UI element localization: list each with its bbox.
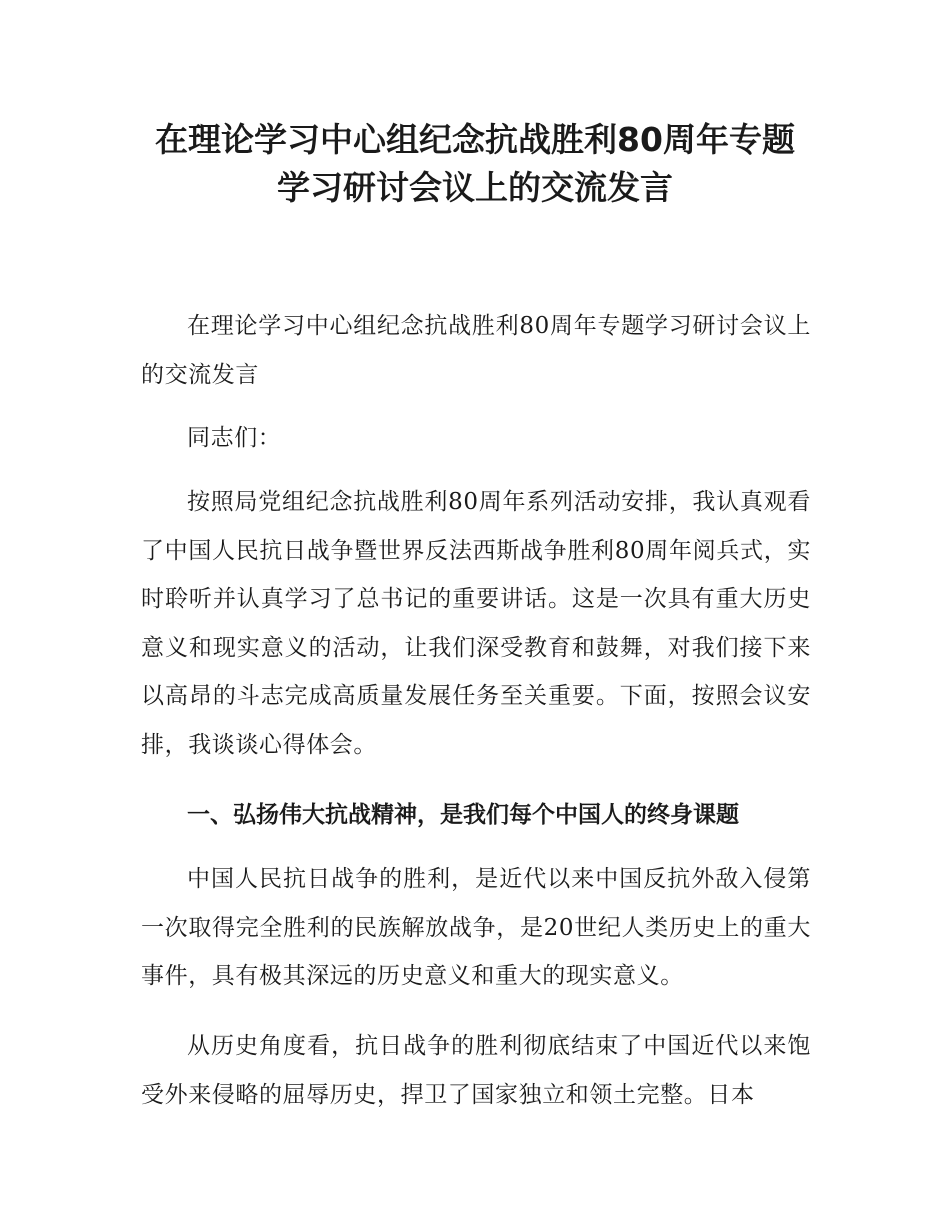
section-1-paragraph-2: 从历史角度看，抗日战争的胜利彻底结束了中国近代以来饱受外来侵略的屈辱历史，捍卫了国家独立和领土完整。日本 bbox=[141, 1033, 811, 1108]
subtitle-paragraph: 在理论学习中心组纪念抗战胜利80周年专题学习研讨会议上的交流发言 bbox=[141, 313, 811, 388]
salutation-paragraph: 同志们： bbox=[187, 425, 282, 451]
document-title-line-1: 在理论学习中心组纪念抗战胜利80周年专题 bbox=[155, 120, 795, 159]
document-title-line-2: 学习研讨会议上的交流发言 bbox=[277, 168, 673, 207]
section-1-heading: 一、弘扬伟大抗战精神，是我们每个中国人的终身课题 bbox=[187, 802, 739, 828]
intro-paragraph: 按照局党组纪念抗战胜利80周年系列活动安排，我认真观看了中国人民抗日战争暨世界反法西斯战争胜利80周年阅兵式，实时聆听并认真学习了总书记的重要讲话。这是一次具有重大历史意义和现实意义的活动，让我们深受教育和鼓舞，对我们接下来以高昂的斗志完成高质量发展任务至关重要。下面，按照会议安排，我谈谈心得体会。 bbox=[141, 489, 811, 758]
section-1-paragraph-1: 中国人民抗日战争的胜利，是近代以来中国反抗外敌入侵第一次取得完全胜利的民族解放战争，是20世纪人类历史上的重大事件，具有极其深远的历史意义和重大的现实意义。 bbox=[141, 866, 811, 989]
